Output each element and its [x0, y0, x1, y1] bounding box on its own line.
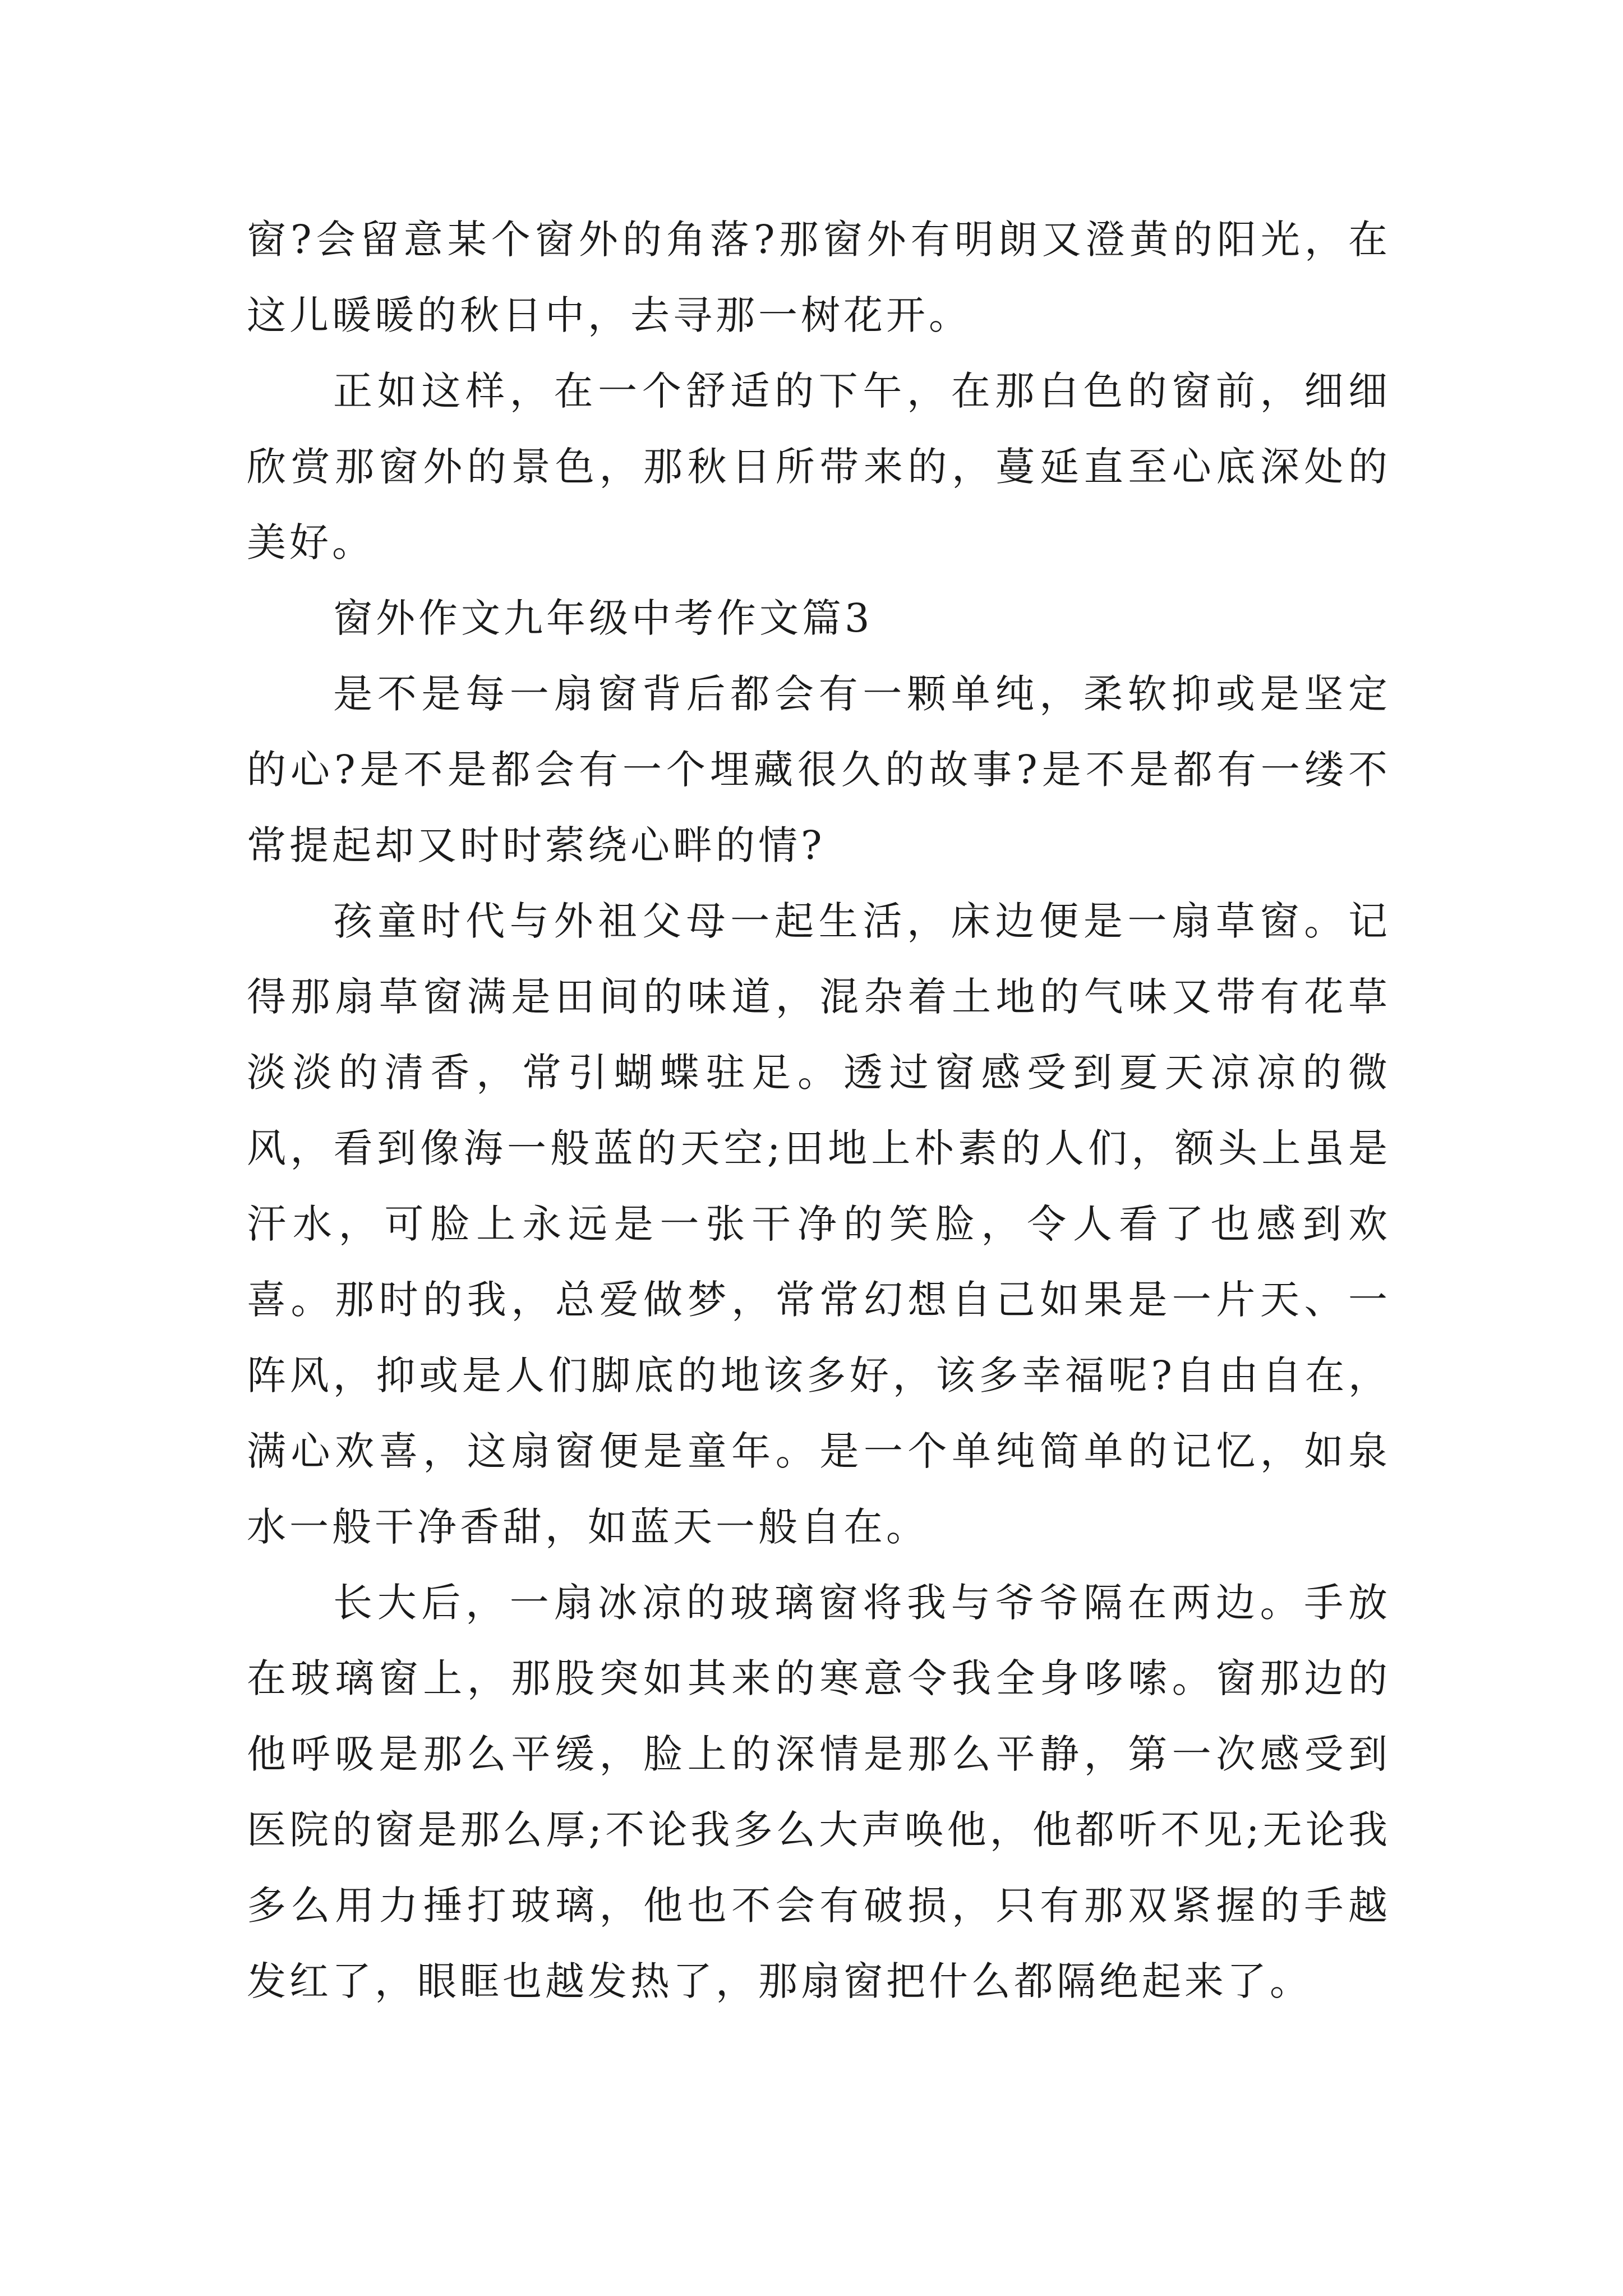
document-body [247, 202, 1391, 2019]
essay-heading: 窗外作文九年级中考作文篇3 [333, 595, 873, 641]
paragraph-childhood-window: 孩童时代与外祖父母一起生活，床边便是一扇草窗。记得那扇草窗满是田间的味道，混杂着土地的气味又带有花草淡淡的清香，常引蝴蝶驻足。透过窗感受到夏天凉凉的微风，看到像海一般蓝的天空;田地上朴素的人们，额头上虽是汗水，可脸上永远是一张干净的笑脸，令人看了也感到欢喜。那时的我，总爱做梦，常常幻想自己如果是一片天、一阵风，抑或是人们脚底的地该多好，该多幸福呢?自由自在，满心欢喜，这扇窗便是童年。是一个单纯简单的记忆，如泉水一般干净香甜，如蓝天一般自在。 [247, 898, 1391, 1550]
paragraph-hospital-window: 长大后，一扇冰凉的玻璃窗将我与爷爷隔在两边。手放在玻璃窗上，那股突如其来的寒意令我全身哆嗦。窗那边的他呼吸是那么平缓，脸上的深情是那么平静，第一次感受到医院的窗是那么厚;不论我多么大声唤他，他都听不见;无论我多么用力捶打玻璃，他也不会有破损，只有那双紧握的手越发红了，眼眶也越发热了，那扇窗把什么都隔绝起来了。 [247, 1580, 1391, 2004]
paragraph-window-heart: 是不是每一扇窗背后都会有一颗单纯，柔软抑或是坚定的心?是不是都会有一个埋藏很久的故事?是不是都有一缕不常提起却又时时萦绕心畔的情? [247, 671, 1391, 868]
paragraph-window-afternoon: 正如这样，在一个舒适的下午，在那白色的窗前，细细欣赏那窗外的景色，那秋日所带来的，蔓延直至心底深处的美好。 [247, 368, 1391, 565]
paragraph-continued: 窗?会留意某个窗外的角落?那窗外有明朗又澄黄的阳光，在这儿暖暖的秋日中，去寻那一树花开。 [247, 217, 1391, 338]
